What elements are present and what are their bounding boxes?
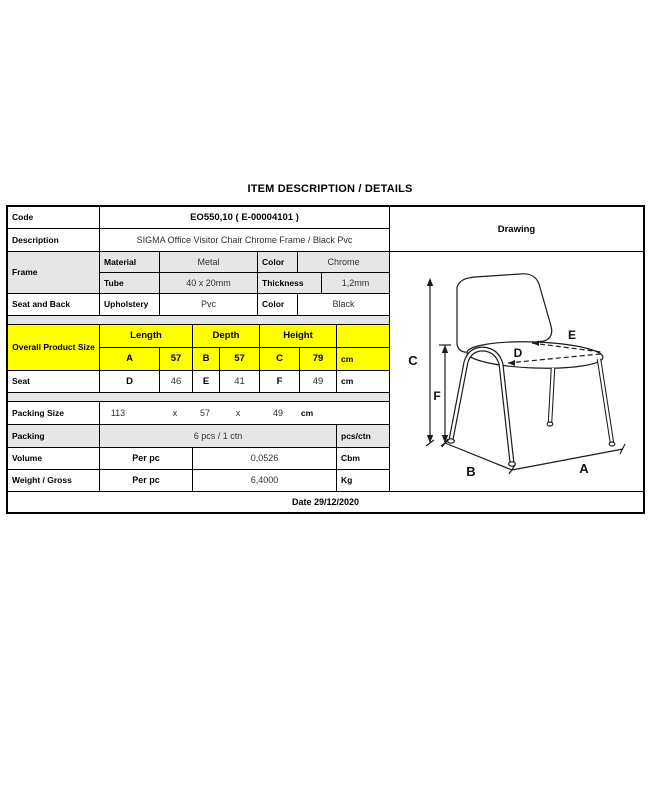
dim-f-letter: F [260, 371, 300, 393]
chair-right-legs [550, 359, 612, 443]
dim-label-e: E [567, 328, 577, 342]
dim-line-a [509, 444, 625, 474]
packing-size-label: Packing Size [8, 402, 100, 425]
thickness-label: Thickness [258, 273, 322, 294]
weight-unit: Kg [337, 470, 390, 492]
upholstery-label: Upholstery [100, 294, 160, 316]
dim-label-f: F [433, 389, 441, 403]
overall-unit-header-empty [337, 325, 390, 348]
dim-d-letter: D [100, 371, 160, 393]
frame-label: Frame [8, 252, 100, 294]
dim-line-f [439, 345, 451, 443]
weight-per: Per pc [100, 470, 193, 492]
overall-size-label: Overall Product Size [8, 325, 100, 371]
chair-feet [448, 422, 615, 466]
packing-size-x1: x [172, 408, 178, 418]
drawing-header: Drawing [390, 207, 643, 252]
description-value: SIGMA Office Visitor Chair Chrome Frame / Black Pvc [100, 229, 390, 252]
dim-label-b: B [466, 464, 476, 479]
weight-label: Weight / Gross [8, 470, 100, 492]
weight-value: 6,4000 [193, 470, 337, 492]
seat-back-label: Seat and Back [8, 294, 100, 316]
frame-color-label: Color [258, 252, 298, 273]
tube-label: Tube [100, 273, 160, 294]
packing-size-value [100, 402, 390, 425]
upholstery-value: Pvc [160, 294, 258, 316]
seat-label: Seat [8, 371, 100, 393]
packing-label: Packing [8, 425, 100, 448]
depth-header: Depth [193, 325, 260, 348]
volume-per: Per pc [100, 448, 193, 470]
length-header: Length [100, 325, 193, 348]
spec-table [8, 207, 643, 512]
seat-color-value: Black [298, 294, 390, 316]
packing-unit: pcs/ctn [337, 425, 390, 448]
tube-value: 40 x 20mm [160, 273, 258, 294]
overall-unit: cm [337, 348, 390, 371]
dim-line-c [427, 278, 433, 443]
packing-size-x2: x [235, 408, 241, 418]
packing-size-unit: cm [300, 408, 314, 418]
dim-label-a: A [579, 461, 589, 476]
packing-size-v1: 113 [110, 408, 126, 418]
drawing-area [390, 252, 643, 492]
chair-left-frame [451, 349, 512, 463]
code-value: EO550,10 ( E-00004101 ) [100, 207, 390, 229]
chair-drawing [390, 252, 643, 492]
thickness-value: 1,2mm [322, 273, 390, 294]
page-title: ITEM DESCRIPTION / DETAILS [247, 183, 413, 195]
material-label: Material [100, 252, 160, 273]
spacer-row-1 [8, 316, 390, 325]
volume-unit: Cbm [337, 448, 390, 470]
dim-label-c: C [408, 353, 418, 368]
dim-label-d: D [513, 346, 523, 360]
spacer-row-2 [8, 393, 390, 402]
height-header: Height [260, 325, 337, 348]
date-row: Date 29/12/2020 [291, 497, 360, 507]
dim-b-value: 57 [220, 348, 260, 371]
seat-color-label: Color [258, 294, 298, 316]
dim-c-letter: C [260, 348, 300, 371]
dim-c-value: 79 [300, 348, 337, 371]
frame-color-value: Chrome [298, 252, 390, 273]
dim-a-value: 57 [160, 348, 193, 371]
volume-value: 0,0526 [193, 448, 337, 470]
seat-unit: cm [337, 371, 390, 393]
dim-b-letter: B [193, 348, 220, 371]
packing-value: 6 pcs / 1 ctn [100, 425, 337, 448]
volume-label: Volume [8, 448, 100, 470]
code-label: Code [8, 207, 100, 229]
dim-d-value: 46 [160, 371, 193, 393]
packing-size-v3: 49 [272, 408, 284, 418]
dim-a-letter: A [100, 348, 160, 371]
material-value: Metal [160, 252, 258, 273]
dim-e-letter: E [193, 371, 220, 393]
description-label: Description [8, 229, 100, 252]
chair-backrest [457, 274, 552, 352]
dim-f-value: 49 [300, 371, 337, 393]
packing-size-v2: 57 [199, 408, 211, 418]
dim-e-value: 41 [220, 371, 260, 393]
